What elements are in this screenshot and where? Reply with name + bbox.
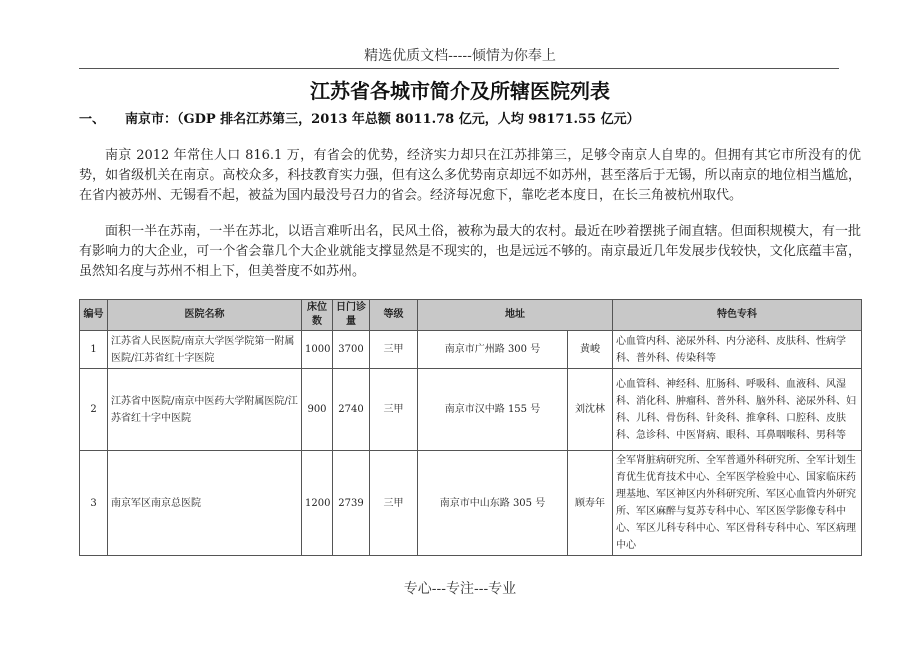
cell-outpatient: 2739 — [333, 451, 370, 556]
table-row — [80, 369, 862, 451]
cell-outpatient: 2740 — [333, 369, 370, 451]
cell-grade: 三甲 — [370, 451, 418, 556]
cell-hospital-name: 江苏省人民医院/南京大学医学院第一附属医院/江苏省红十字医院 — [108, 331, 302, 369]
cell-no: 1 — [80, 331, 108, 369]
cell-grade: 三甲 — [370, 331, 418, 369]
page-header: 精选优质文档-----倾情为你奉上 — [364, 48, 556, 64]
hospital-table — [79, 299, 862, 556]
cell-hospital-name: 南京军区南京总医院 — [108, 451, 302, 556]
intro-paragraph-2: 面积一半在苏南，一半在苏北，以语言难听出名，民风土俗，被称为最大的农村。最近在吵着摆挑子闹直辖。但面积规模大，有一批有影响力的大企业，可一个省会靠几个大企业就能支撑显然是不现实的，也是远远不够的。南京最近几年发展步伐较快，文化底蕴丰富，虽然知名度与苏州不相上下，但美誉度不如苏州。 — [79, 224, 861, 279]
cell-contact: 顾寿年 — [568, 451, 613, 556]
cell-address: 南京市中山东路 305 号 — [418, 451, 568, 556]
cell-specialty: 心血管内科、泌尿外科、内分泌科、皮肤科、性病学科、普外科、传染科等 — [613, 331, 862, 369]
cell-beds: 900 — [302, 369, 333, 451]
table-row — [80, 451, 862, 556]
cell-address: 南京市广州路 300 号 — [418, 331, 568, 369]
cell-beds: 1200 — [302, 451, 333, 556]
cell-contact: 刘沈林 — [568, 369, 613, 451]
cell-outpatient: 3700 — [333, 331, 370, 369]
header-divider — [79, 68, 839, 69]
page-footer: 专心---专注---专业 — [403, 581, 517, 597]
document-title: 江苏省各城市简介及所辖医院列表 — [310, 79, 610, 103]
section-heading — [79, 108, 640, 127]
cell-no: 2 — [80, 369, 108, 451]
cell-hospital-name: 江苏省中医院/南京中医药大学附属医院/江苏省红十字中医院 — [108, 369, 302, 451]
header-outpatient: 日门诊量 — [333, 300, 370, 331]
cell-beds: 1000 — [302, 331, 333, 369]
cell-specialty: 全军肾脏病研究所、全军普通外科研究所、全军计划生育优生优育技术中心、全军医学检验中心、国家临床药理基地、军区神区内外科研究所、军区心血管内外研究所、军区麻醉与复苏专科中心、军区医学影像专科中心、军区儿科专科中心、军区骨科专科中心、军区病理中心 — [613, 451, 862, 556]
table-row — [80, 331, 862, 369]
intro-paragraph-1: 南京 2012 年常住人口 816.1 万，有省会的优势，经济实力却只在江苏排第三，足够令南京人自卑的。但拥有其它市所没有的优势，如省级机关在南京。高校众多，科技教育实力强，但有这么多优势南京却远不如苏州，甚至落后于无锡，所以南京的地位相当尴尬，在省内被苏州、无锡看不起，被益为国内最没号召力的省会。经济每况愈下，靠吃老本度日，在长三角被杭州取代。 — [79, 148, 861, 203]
header-specialty: 特色专科 — [613, 300, 862, 331]
section-number: 一、 — [79, 112, 106, 127]
header-address: 地址 — [418, 300, 613, 331]
header-no: 编号 — [80, 300, 108, 331]
table-header-row — [80, 300, 862, 331]
section-heading-text: 南京市：（GDP 排名江苏第三，2013 年总额 8011.78 亿元，人均 98171.55 亿元） — [125, 112, 640, 127]
cell-grade: 三甲 — [370, 369, 418, 451]
header-grade: 等级 — [370, 300, 418, 331]
cell-specialty: 心血管科、神经科、肛肠科、呼吸科、血液科、风湿科、消化科、肿瘤科、普外科、脑外科、泌尿外科、妇科、儿科、骨伤科、针灸科、推拿科、口腔科、皮肤科、急诊科、中医肾病、眼科、耳鼻咽喉科、男科等 — [613, 369, 862, 451]
cell-address: 南京市汉中路 155 号 — [418, 369, 568, 451]
cell-contact: 黄峻 — [568, 331, 613, 369]
cell-no: 3 — [80, 451, 108, 556]
header-beds: 床位数 — [302, 300, 333, 331]
header-hospital-name: 医院名称 — [108, 300, 302, 331]
